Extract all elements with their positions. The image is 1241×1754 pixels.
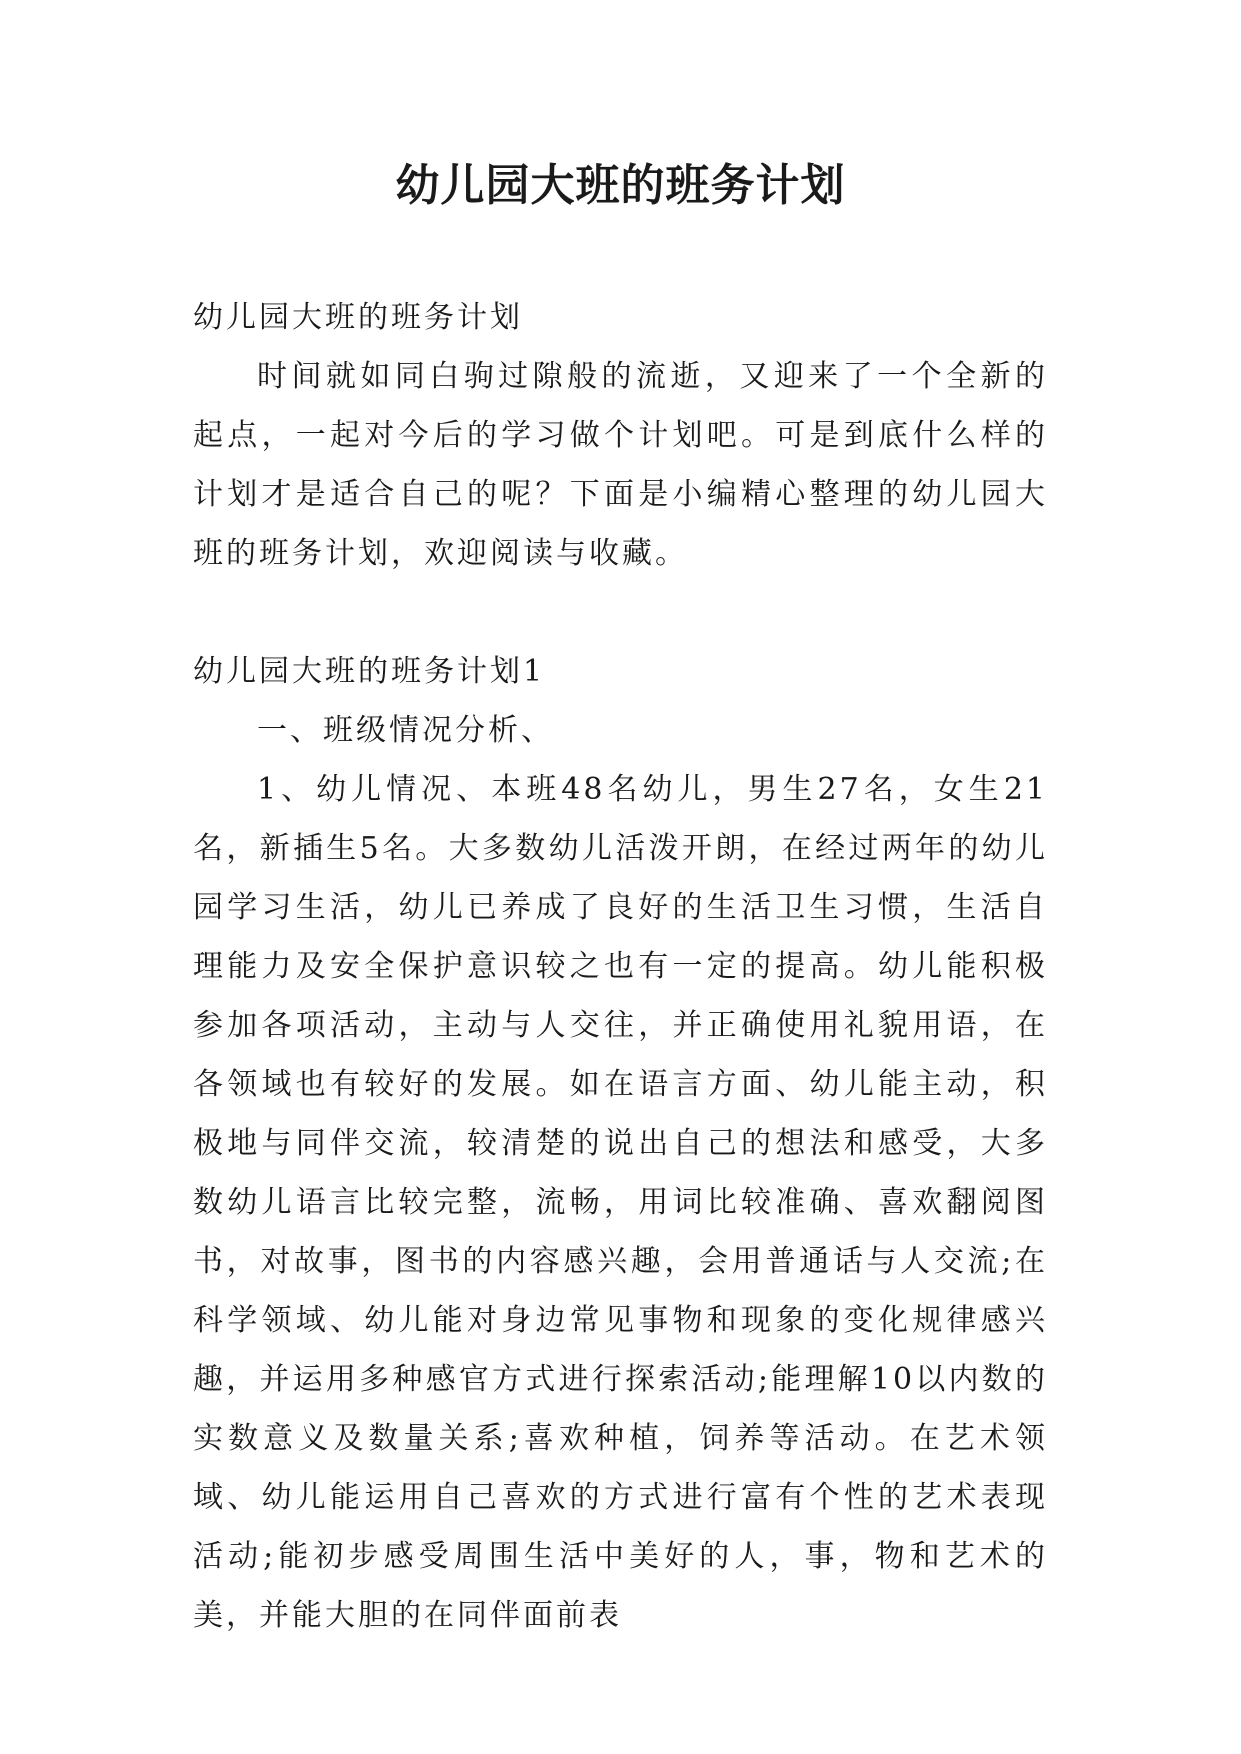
subsection-heading: 一、班级情况分析、 [257,713,554,748]
section-heading: 幼儿园大班的班务计划1 [193,654,546,689]
paragraph-spacer [193,583,1048,642]
document-title: 幼儿园大班的班务计划 [395,160,846,211]
intro-heading: 幼儿园大班的班务计划 [193,300,523,335]
body-paragraph: 1、幼儿情况、本班48名幼儿，男生27名，女生21名，新插生5名。大多数幼儿活泼开朗，在经过两年的幼儿园学习生活，幼儿已养成了良好的生活卫生习惯，生活自理能力及安全保护意识较之也有一定的提高。幼儿能积极参加各项活动，主动与人交往，并正确使用礼貌用语，在各领域也有较好的发展。如在语言方面、幼儿能主动，积极地与同伴交流，较清楚的说出自己的想法和感受，大多数幼儿语言比较完整，流畅，用词比较准确、喜欢翻阅图书，对故事，图书的内容感兴趣，会用普通话与人交流;在科学领域、幼儿能对身边常见事物和现象的变化规律感兴趣，并运用多种感官方式进行探索活动;能理解10以内数的实数意义及数量关系;喜欢种植，饲养等活动。在艺术领域、幼儿能运用自己喜欢的方式进行富有个性的艺术表现活动;能初步感受周围生活中美好的人，事，物和艺术的美，并能大胆的在同伴面前表 [193,772,1048,1633]
intro-paragraph: 时间就如同白驹过隙般的流逝，又迎来了一个全新的起点，一起对今后的学习做个计划吧。可是到底什么样的计划才是适合自己的呢？下面是小编精心整理的幼儿园大班的班务计划，欢迎阅读与收藏。 [193,359,1048,571]
document-body [193,288,1048,1645]
